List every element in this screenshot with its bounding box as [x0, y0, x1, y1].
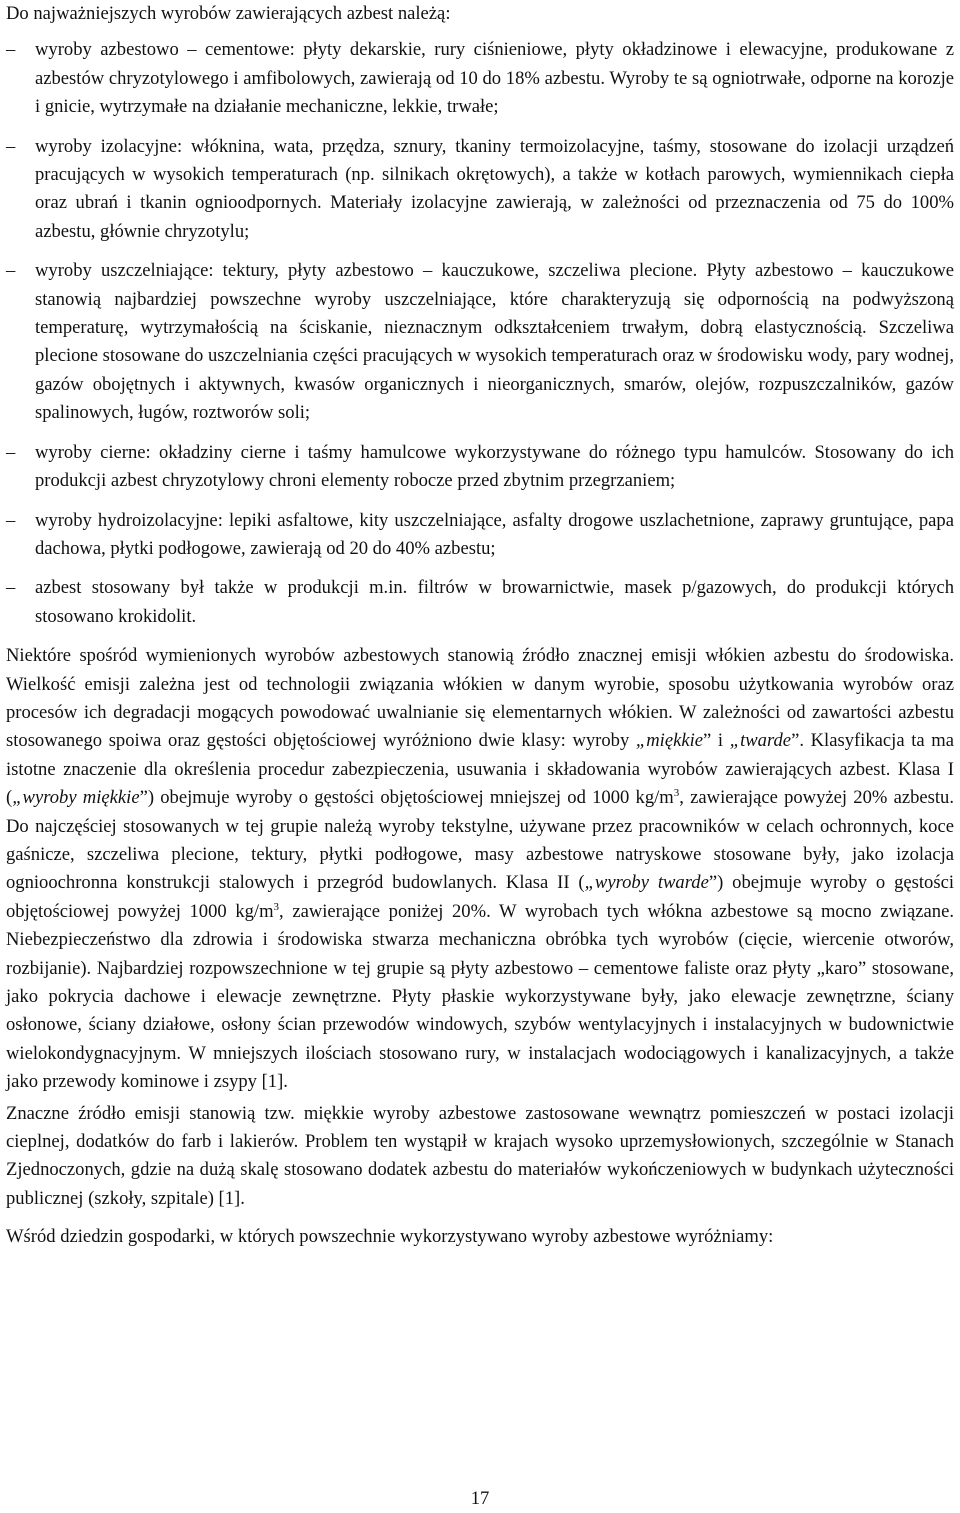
list-item: – wyroby azbestowo – cementowe: płyty dekarskie, rury ciśnieniowe, płyty okładzinowe i elewacyjne, produkowane z azbestów chryzotylowego i amfibolowych, zawierają od 10 do 18% azbestu. Wyroby te są ogniotrwałe, odporne na korozje i gnicie, wytrzymałe na działanie mechaniczne, lekkie, trwałe; [6, 36, 954, 121]
paragraph-text: ”) obejmuje wyroby o gęstości objętościowej mniejszej od 1000 kg/m [139, 787, 674, 809]
paragraph-text: Niektóre spośród wymienionych wyrobów azbestowych stanowią źródło znacznej emisji włókien azbestu do środowiska. Wielkość emisji zależna jest od technologii związania włókien w danym wyrobie, sposobu użytkowania wyrobów oraz procesów ich degradacji mogących powodować uwalnianie się elementarnych włókien. W zależności od zawartości azbestu stosowanego spoiwa oraz gęstości objętościowej wyróżniono dwie klasy: wyroby [6, 645, 954, 752]
paragraph-text: ”. Klasyfikacja ta ma istotne znaczenie dla określenia procedur zabezpieczenia, usuwania i składowania wyrobów zawierających azbest. Klasa I ( [6, 730, 954, 809]
intro-line: Do najważniejszych wyrobów zawierających azbest należą: [6, 3, 451, 24]
italic-term-soft: „miękkie [635, 730, 704, 752]
economy-paragraph: Wśród dziedzin gospodarki, w których powszechnie wykorzystywano wyroby azbestowe wyróżniamy: [6, 1226, 774, 1248]
italic-term-hard-products: „wyroby twarde [584, 872, 709, 894]
list-item: – azbest stosowany był także w produkcji m.in. filtrów w browarnictwie, masek p/gazowych, do produkcji których stosowano krokidolit. [6, 574, 954, 631]
page-number: 17 [470, 1488, 490, 1509]
emission-paragraph: Znaczne źródło emisji stanowią tzw. miękkie wyroby azbestowe zastosowane wewnątrz pomieszczeń w postaci izolacji cieplnej, dodatków do farb i lakierów. Problem ten wystąpił w krajach wysoko uprzemysłowionych, szczególnie w Stanach Zjednoczonych, gdzie na dużą skalę stosowano dodatek azbestu do materiałów wykończeniowych w budynkach użyteczności publicznej (szkoły, szpitale) [1]. [6, 1102, 954, 1209]
list-item: – wyroby cierne: okładziny cierne i taśmy hamulcowe wykorzystywane do różnego typu hamulców. Stosowany do ich produkcji azbest chryzotylowy chroni elementy robocze przed zbytnim przegrzaniem; [6, 439, 954, 496]
list-item: – wyroby izolacyjne: włóknina, wata, przędza, sznury, tkaniny termoizolacyjne, taśmy, stosowane do izolacji urządzeń pracujących w wysokich temperaturach (np. silnikach okrętowych), a także w kotłach parowych, wymiennikach ciepła oraz ubrań i tkanin ognioodpornych. Materiały izolacyjne zawierają, w zależności od przeznaczenia od 75 do 100% azbestu, głównie chryzotylu; [6, 133, 954, 247]
asbestos-products-list [6, 36, 954, 631]
superscript: 3 [273, 900, 280, 913]
classification-paragraph [6, 642, 954, 1097]
document-page [6, 0, 954, 1252]
list-item: – wyroby uszczelniające: tektury, płyty azbestowo – kauczukowe, szczeliwa plecione. Płyty azbestowo – kauczukowe stanowią najbardziej powszechne wyroby uszczelniające, które charakteryzują się odpornością na podwyższoną temperaturę, wytrzymałością na ściskanie, nieznacznym odkształceniem trwałym, dobrą elastycznością. Szczeliwa plecione stosowane do uszczelniania części pracujących w wysokich temperaturach oraz w środowisku wody, pary wodnej, gazów obojętnych i aktywnych, kwasów organicznych i nieorganicznych, smarów, olejów, rozpuszczalników, gazów spalinowych, ługów, roztworów soli; [6, 257, 954, 427]
italic-term-hard: „twarde [729, 730, 792, 752]
paragraph-text: ” i [703, 730, 730, 752]
italic-term-soft-products: „wyroby miękkie [12, 787, 140, 809]
superscript: 3 [673, 787, 680, 800]
paragraph-text: , zawierające powyżej 20% azbestu. Do najczęściej stosowanych w tej grupie należą wyroby tekstylne, używane przez pracowników w celach ochronnych, koce gaśnicze, szczeliwa plecione, tektury, płytki podłogowe, masy azbestowe natryskowe stosowane były, jako izolacja ognioochronna konstrukcji stalowych i przegród budowlanych. Klasa II ( [6, 787, 954, 894]
paragraph-text: , zawierające poniżej 20%. W wyrobach tych włókna azbestowe są mocno związane. Niebezpieczeństwo dla zdrowia i środowiska stwarza mechaniczna obróbka tych wyrobów (cięcie, wiercenie otworów, rozbijanie). Najbardziej rozpowszechnione w tej grupie są płyty azbestowo – cementowe faliste oraz płyty „karo” stosowane, jako pokrycia dachowe i elewacje zewnętrzne. Płyty płaskie wykorzystywane były, jako elewacje zewnętrzne, ściany osłonowe, ściany działowe, osłony ścian przewodów windowych, szybów wentylacyjnych i instalacyjnych w budownictwie wielokondygnacyjnym. W mniejszych ilościach stosowano rury, w instalacjach wodociągowych i kanalizacyjnych, a także jako przewody kominowe i zsypy [1]. [6, 900, 954, 1093]
paragraph-text: ”) obejmuje wyroby o gęstości objętościowej powyżej 1000 kg/m [6, 872, 954, 922]
list-item: – wyroby hydroizolacyjne: lepiki asfaltowe, kity uszczelniające, asfalty drogowe uszlachetnione, zaprawy gruntujące, papa dachowa, płytki podłogowe, zawierają od 20 do 40% azbestu; [6, 507, 954, 564]
